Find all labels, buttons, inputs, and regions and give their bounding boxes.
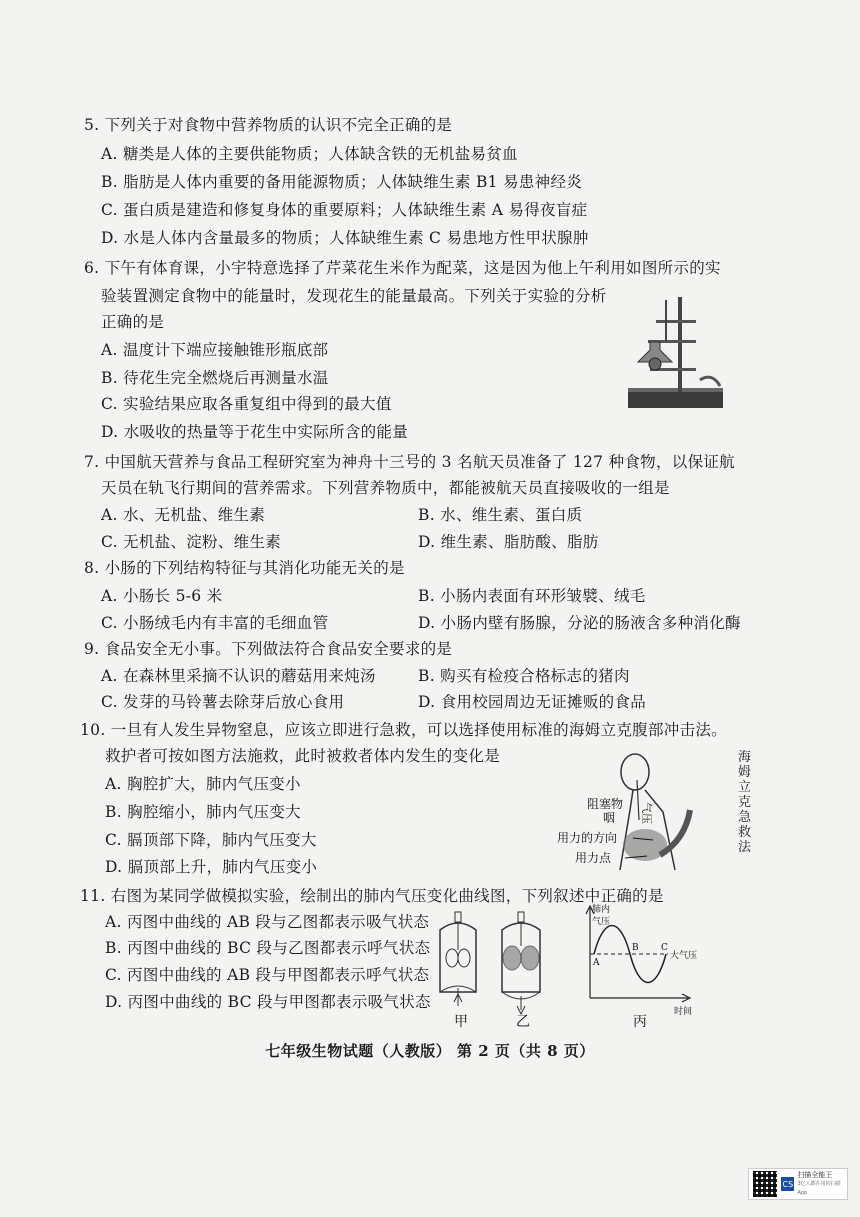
question-9-option-c: C. 发芽的马铃薯去除芽后放心食用: [101, 693, 345, 711]
bell-jar-models-figure: [432, 910, 562, 1030]
q10-fig-airflow: 气压: [640, 802, 653, 824]
question-6-option-c: C. 实验结果应取各重复组中得到的最大值: [101, 395, 392, 413]
q11-fig-point-c: C: [661, 943, 668, 953]
question-10-stem-line2: 救护者可按如图方法施救，此时被救者体内发生的变化是: [105, 747, 501, 765]
question-5-stem: 5. 下列关于对食物中营养物质的认识不完全正确的是: [84, 116, 453, 134]
question-8-option-b: B. 小肠内表面有环形皱襞、绒毛: [418, 587, 646, 605]
bell-jar-yi: [502, 912, 540, 1014]
question-5-option-a: A. 糖类是人体的主要供能物质；人体缺含铁的无机盐易贫血: [101, 145, 518, 163]
badge-line1: 扫描全能王: [797, 1170, 833, 1179]
question-9-option-a: A. 在森林里采摘不认识的蘑菇用来炖汤: [101, 667, 376, 685]
q10-fig-side-title: 海姆立克急救法: [738, 750, 752, 855]
question-8-option-a: A. 小肠长 5-6 米: [101, 587, 223, 605]
question-8-option-c: C. 小肠绒毛内有丰富的毛细血管: [101, 614, 329, 632]
question-9-stem: 9. 食品安全无小事。下列做法符合食品安全要求的是: [84, 640, 453, 658]
page-footer: 七年级生物试题（人教版） 第 2 页（共 8 页）: [265, 1042, 595, 1060]
question-9-option-d: D. 食用校园周边无证摊贩的食品: [418, 693, 647, 711]
calorimeter-apparatus-image: [620, 292, 730, 417]
question-5-option-d: D. 水是人体内含量最多的物质；人体缺维生素 C 易患地方性甲状腺肿: [101, 229, 589, 247]
question-6-option-d: D. 水吸收的热量等于花生中实际所含的能量: [101, 423, 409, 441]
q11-fig-label-jia: 甲: [454, 1014, 468, 1030]
badge-line2: 3亿人都在用的扫描App: [797, 1180, 841, 1196]
question-6-stem-line2: 验装置测定食物中的能量时，发现花生的能量最高。下列关于实验的分析: [101, 287, 607, 305]
question-8-stem: 8. 小肠的下列结构特征与其消化功能无关的是: [84, 559, 405, 577]
q10-fig-force-pt: 用力点: [575, 851, 612, 865]
question-11-stem: 11. 右图为某同学做模拟实验，绘制出的肺内气压变化曲线图，下列叙述中正确的是: [80, 887, 664, 905]
bell-jar-jia: [440, 912, 476, 1006]
question-5-option-c: C. 蛋白质是建造和修复身体的重要原料；人体缺维生素 A 易得夜盲症: [101, 201, 588, 219]
question-5-option-b: B. 脂肪是人体内重要的备用能源物质；人体缺维生素 B1 易患神经炎: [101, 173, 583, 191]
question-7-stem-line2: 天员在轨飞行期间的营养需求。下列营养物质中，都能被航天员直接吸收的一组是: [101, 479, 670, 497]
heimlich-maneuver-figure: [557, 750, 735, 880]
q11-fig-ylabel-1: 肺内: [592, 905, 611, 915]
question-11-option-d: D. 丙图中曲线的 BC 段与甲图都表示吸气状态: [105, 993, 431, 1011]
question-11-option-b: B. 丙图中曲线的 BC 段与乙图都表示呼气状态: [105, 939, 431, 957]
question-6-stem-line1: 6. 下午有体育课，小宇特意选择了芹菜花生米作为配菜，这是因为他上午利用如图所示的实: [84, 259, 721, 277]
qr-code-icon: [753, 1171, 777, 1197]
question-10-stem-line1: 10. 一旦有人发生异物窒息，应该立即进行急救，可以选择使用标准的海姆立克腹部冲击法。: [80, 721, 727, 739]
q11-fig-label-yi: 乙: [516, 1014, 530, 1030]
question-7-stem-line1: 7. 中国航天营养与食品工程研究室为神舟十三号的 3 名航天员准备了 127 种食物，以保证航: [84, 453, 735, 471]
question-7-option-c: C. 无机盐、淀粉、维生素: [101, 533, 282, 551]
question-10-option-c: C. 膈顶部下降，肺内气压变大: [105, 831, 317, 849]
question-10-option-b: B. 胸腔缩小，肺内气压变大: [105, 803, 301, 821]
q11-fig-xlabel: 时间: [674, 1007, 693, 1017]
question-6-option-b: B. 待花生完全燃烧后再测量水温: [101, 369, 329, 387]
question-11-option-c: C. 丙图中曲线的 AB 段与甲图都表示呼气状态: [105, 966, 430, 984]
question-7-option-a: A. 水、无机盐、维生素: [101, 506, 266, 524]
q10-fig-blockage: 阻塞物: [587, 797, 624, 811]
question-10-option-d: D. 膈顶部上升，肺内气压变小: [105, 858, 318, 876]
q11-fig-ylabel-2: 气压: [592, 917, 611, 927]
q11-fig-point-b: B: [632, 943, 639, 953]
lung-pressure-curve-chart: [578, 902, 703, 1030]
camscanner-logo-icon: CS: [781, 1177, 794, 1191]
q11-fig-point-a: A: [593, 958, 600, 968]
q11-fig-label-bing: 丙: [633, 1014, 647, 1030]
question-10-option-a: A. 胸腔扩大，肺内气压变小: [105, 775, 301, 793]
question-6-option-a: A. 温度计下端应接触锥形瓶底部: [101, 341, 329, 359]
question-7-option-d: D. 维生素、脂肪酸、脂肪: [418, 533, 599, 551]
question-7-option-b: B. 水、维生素、蛋白质: [418, 506, 583, 524]
question-8-option-d: D. 小肠内壁有肠腺，分泌的肠液含多种消化酶: [418, 614, 741, 632]
question-11-option-a: A. 丙图中曲线的 AB 段与乙图都表示吸气状态: [105, 913, 430, 931]
question-6-stem-line3: 正确的是: [101, 313, 165, 331]
q10-fig-throat: 咽: [603, 811, 616, 825]
q11-fig-atm-label: 大气压: [670, 951, 698, 961]
question-9-option-b: B. 购买有检疫合格标志的猪肉: [418, 667, 630, 685]
q10-fig-force-dir: 用力的方向: [557, 831, 618, 845]
scanner-app-badge: [748, 1168, 848, 1200]
